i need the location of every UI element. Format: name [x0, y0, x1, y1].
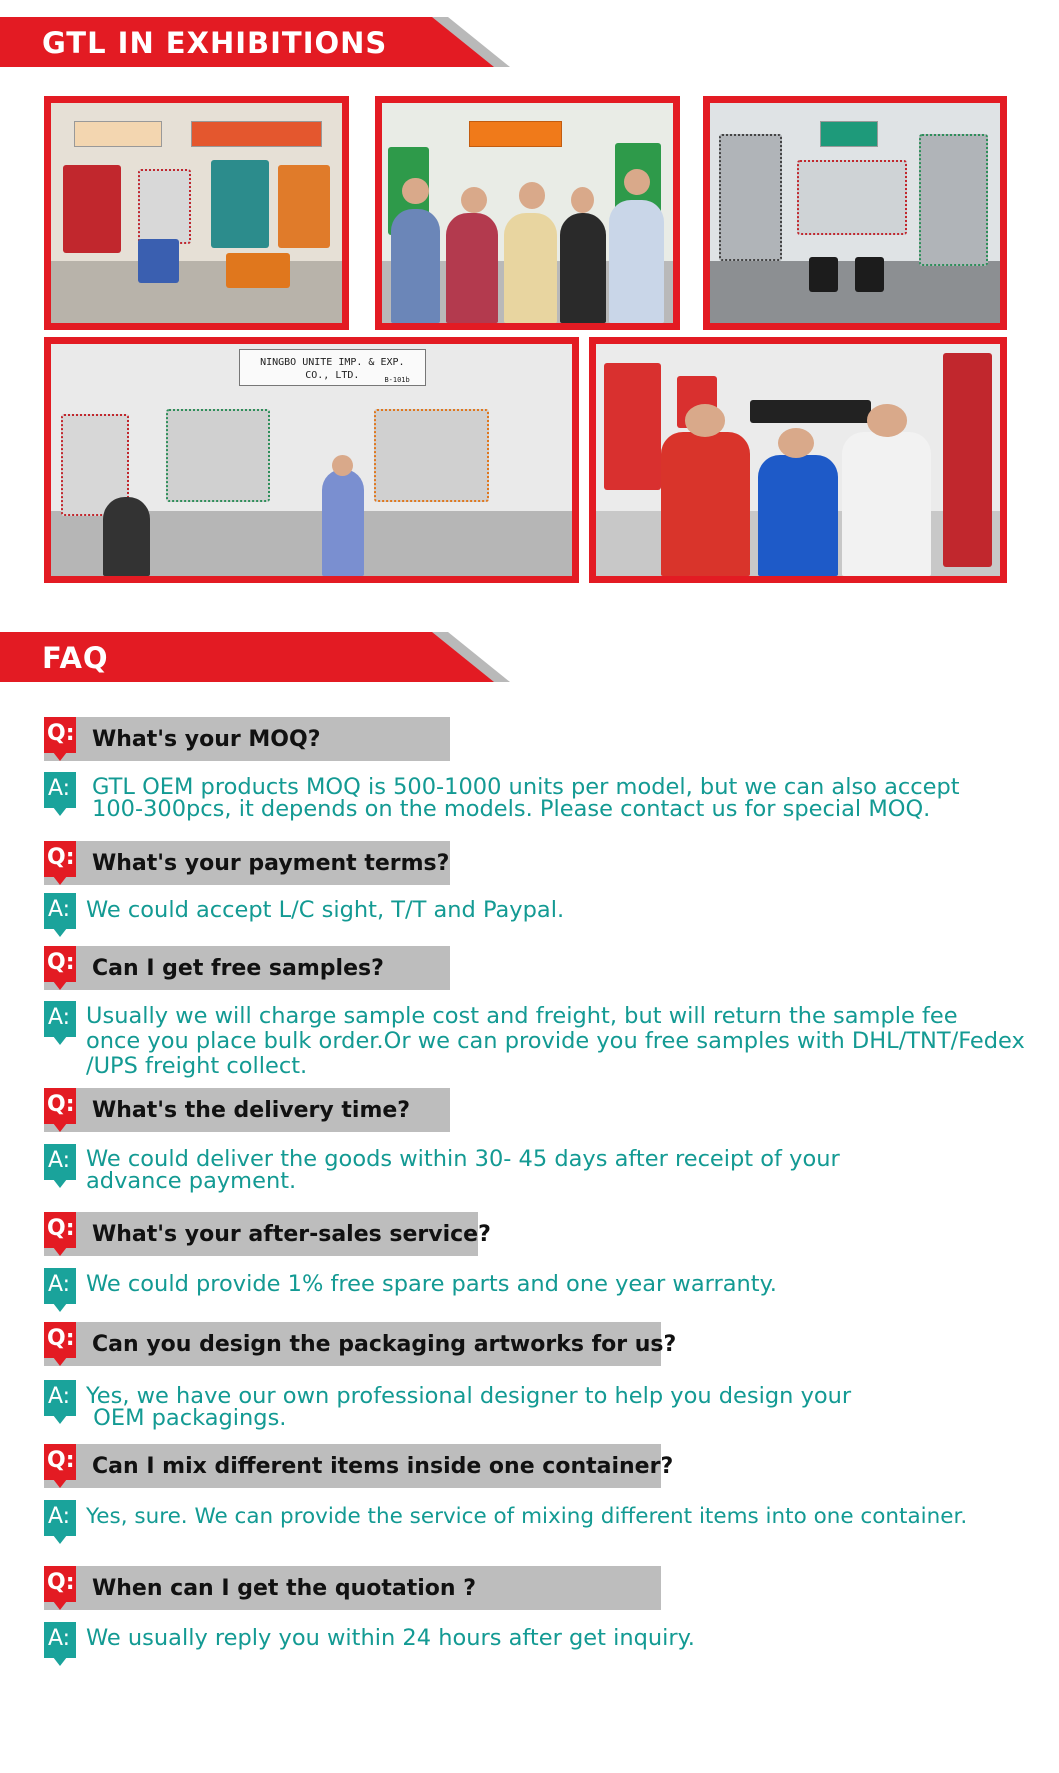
answer-line: GTL OEM products MOQ is 500-1000 units per model, but we can also accept	[92, 774, 960, 800]
answer-icon: A:	[44, 1380, 76, 1416]
question-icon: Q:	[44, 1444, 76, 1480]
question-icon: Q:	[44, 717, 76, 753]
booth-number: B-101b	[384, 376, 410, 385]
exhibition-photo-3	[703, 96, 1007, 330]
faq-answer-2	[86, 898, 1046, 923]
faq-banner	[0, 632, 510, 682]
answer-icon: A:	[44, 1268, 76, 1304]
faq-answer-5	[86, 1272, 1046, 1297]
faq-question-3	[44, 946, 450, 990]
faq-question-text: What's your payment terms?	[92, 851, 450, 876]
booth-sign-text: NINGBO UNITE IMP. & EXP. CO., LTD.	[260, 356, 405, 381]
faq-question-text: When can I get the quotation ?	[92, 1576, 476, 1601]
faq-answer-6	[86, 1384, 1046, 1431]
answer-line: Yes, sure. We can provide the service of mixing different items into one container.	[86, 1504, 968, 1529]
faq-question-text: What's your MOQ?	[92, 727, 321, 752]
faq-question-text: What's your after-sales service?	[92, 1222, 491, 1247]
answer-line: once you place bulk order.Or we can provide you free samples with DHL/TNT/Fedex	[86, 1028, 1025, 1054]
faq-question-7	[44, 1444, 674, 1488]
faq-question-text: What's the delivery time?	[92, 1098, 411, 1123]
answer-icon: A:	[44, 893, 76, 929]
answer-icon: A:	[44, 1622, 76, 1658]
answer-line: /UPS freight collect.	[86, 1053, 308, 1079]
faq-question-6	[44, 1322, 677, 1366]
exhibitions-title: GTL IN EXHIBITIONS	[42, 26, 388, 60]
exhibition-photo-2	[375, 96, 680, 330]
answer-icon: A:	[44, 772, 76, 808]
question-icon: Q:	[44, 841, 76, 877]
exhibition-photo-4	[44, 337, 579, 583]
faq-question-5	[44, 1212, 491, 1256]
faq-answer-8	[86, 1626, 1046, 1651]
faq-question-2	[44, 841, 450, 885]
faq-question-1	[44, 717, 450, 761]
answer-line: We could deliver the goods within 30- 45 days after receipt of your	[86, 1146, 840, 1172]
question-icon: Q:	[44, 946, 76, 982]
answer-line: We usually reply you within 24 hours after get inquiry.	[86, 1625, 695, 1651]
answer-line: Usually we will charge sample cost and freight, but will return the sample fee	[86, 1003, 958, 1029]
answer-line: advance payment.	[86, 1168, 297, 1194]
faq-question-8	[44, 1566, 661, 1610]
faq-question-text: Can I mix different items inside one container?	[92, 1454, 674, 1479]
faq-question-text: Can I get free samples?	[92, 956, 384, 981]
faq-question-4	[44, 1088, 450, 1132]
question-icon: Q:	[44, 1212, 76, 1248]
question-icon: Q:	[44, 1322, 76, 1358]
answer-line: 100-300pcs, it depends on the models. Please contact us for special MOQ.	[92, 796, 931, 822]
answer-line: OEM packagings.	[86, 1405, 287, 1431]
faq-answer-7	[86, 1504, 1046, 1529]
answer-line: Yes, we have our own professional designer to help you design your	[86, 1383, 852, 1409]
faq-question-text: Can you design the packaging artworks for us?	[92, 1332, 677, 1357]
exhibition-photo-5	[589, 337, 1007, 583]
faq-title: FAQ	[42, 641, 109, 675]
answer-line: We could provide 1% free spare parts and one year warranty.	[86, 1271, 777, 1297]
exhibitions-banner	[0, 17, 510, 67]
exhibition-photo-1	[44, 96, 349, 330]
answer-icon: A:	[44, 1500, 76, 1536]
question-icon: Q:	[44, 1088, 76, 1124]
faq-answer-3	[86, 1004, 1046, 1079]
faq-answer-4	[86, 1147, 1046, 1194]
answer-icon: A:	[44, 1001, 76, 1037]
answer-icon: A:	[44, 1144, 76, 1180]
question-icon: Q:	[44, 1566, 76, 1602]
answer-line: We could accept L/C sight, T/T and Paypal.	[86, 897, 565, 923]
faq-answer-1	[92, 775, 1052, 822]
